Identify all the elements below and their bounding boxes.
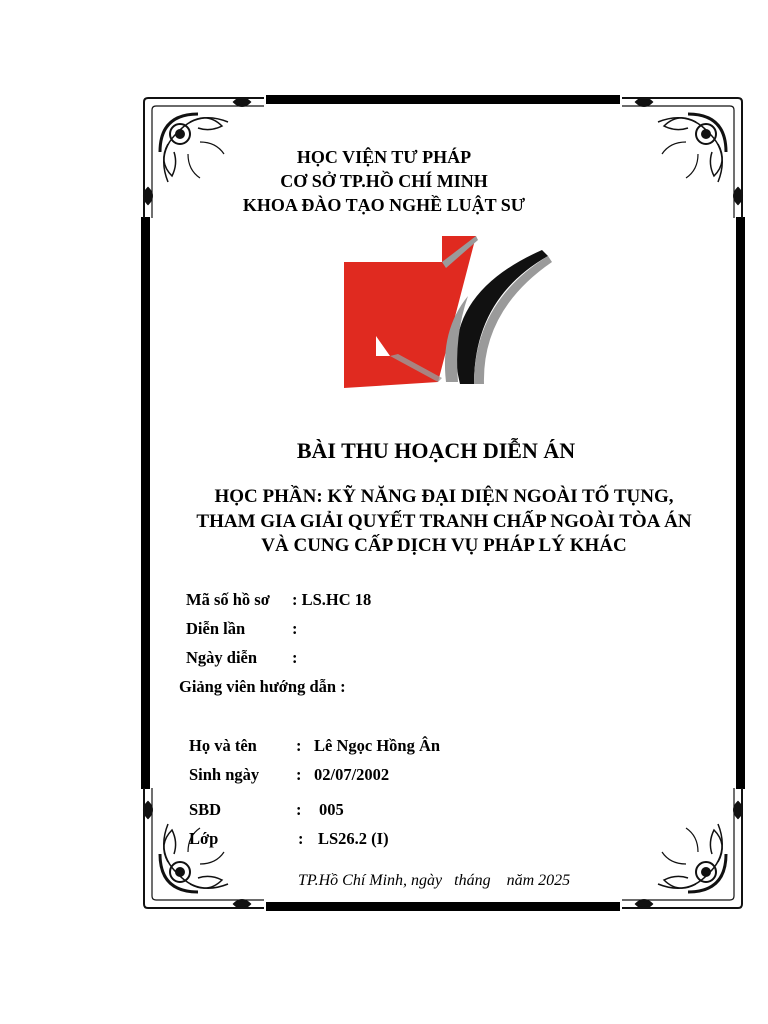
candidate-number-value: 005 (319, 800, 344, 819)
class-value: LS26.2 (I) (318, 829, 389, 848)
candidate-number-separator: : (296, 800, 302, 819)
header-line-3: KHOA ĐÀO TẠO NGHỀ LUẬT SƯ (242, 195, 526, 215)
student-name-separator: : (296, 736, 302, 755)
session-label: Diễn lần (186, 619, 246, 638)
document-title: BÀI THU HOẠCH DIỄN ÁN (296, 438, 576, 463)
ornament-corner-bottom-right-icon (616, 782, 748, 914)
header-line-1: HỌC VIỆN TƯ PHÁP (296, 147, 472, 167)
border-bottom (266, 902, 620, 911)
student-name-label: Họ và tên (189, 736, 257, 755)
subject-line-3: VÀ CUNG CẤP DỊCH VỤ PHÁP LÝ KHÁC (261, 535, 627, 556)
session-separator: : (292, 619, 298, 638)
session-date-label: Ngày diễn (186, 648, 258, 667)
date-of-birth-label: Sinh ngày (189, 765, 260, 784)
file-number-value: : LS.HC 18 (292, 590, 372, 609)
academy-logo-icon (342, 232, 554, 390)
subject-line-2: THAM GIA GIẢI QUYẾT TRANH CHẤP NGOÀI TÒA ÁN (196, 511, 692, 532)
header-line-2: CƠ SỞ TP.HỒ CHÍ MINH (280, 171, 488, 191)
student-name-value: Lê Ngọc Hồng Ân (314, 736, 441, 755)
place-date-line: TP.Hồ Chí Minh, ngày tháng năm 2025 (298, 872, 571, 889)
file-number-label: Mã số hồ sơ (186, 590, 270, 609)
class-separator: : (298, 829, 304, 848)
subject-line-1: HỌC PHẦN: KỸ NĂNG ĐẠI DIỆN NGOÀI TỐ TỤNG, (214, 486, 674, 507)
date-of-birth-value: 02/07/2002 (314, 765, 390, 784)
date-of-birth-separator: : (296, 765, 302, 784)
border-top (266, 95, 620, 104)
lecturer-label: Giảng viên hướng dẫn : (179, 677, 346, 696)
class-label: Lớp (189, 829, 219, 848)
session-date-separator: : (292, 648, 298, 667)
candidate-number-label: SBD (189, 800, 222, 819)
